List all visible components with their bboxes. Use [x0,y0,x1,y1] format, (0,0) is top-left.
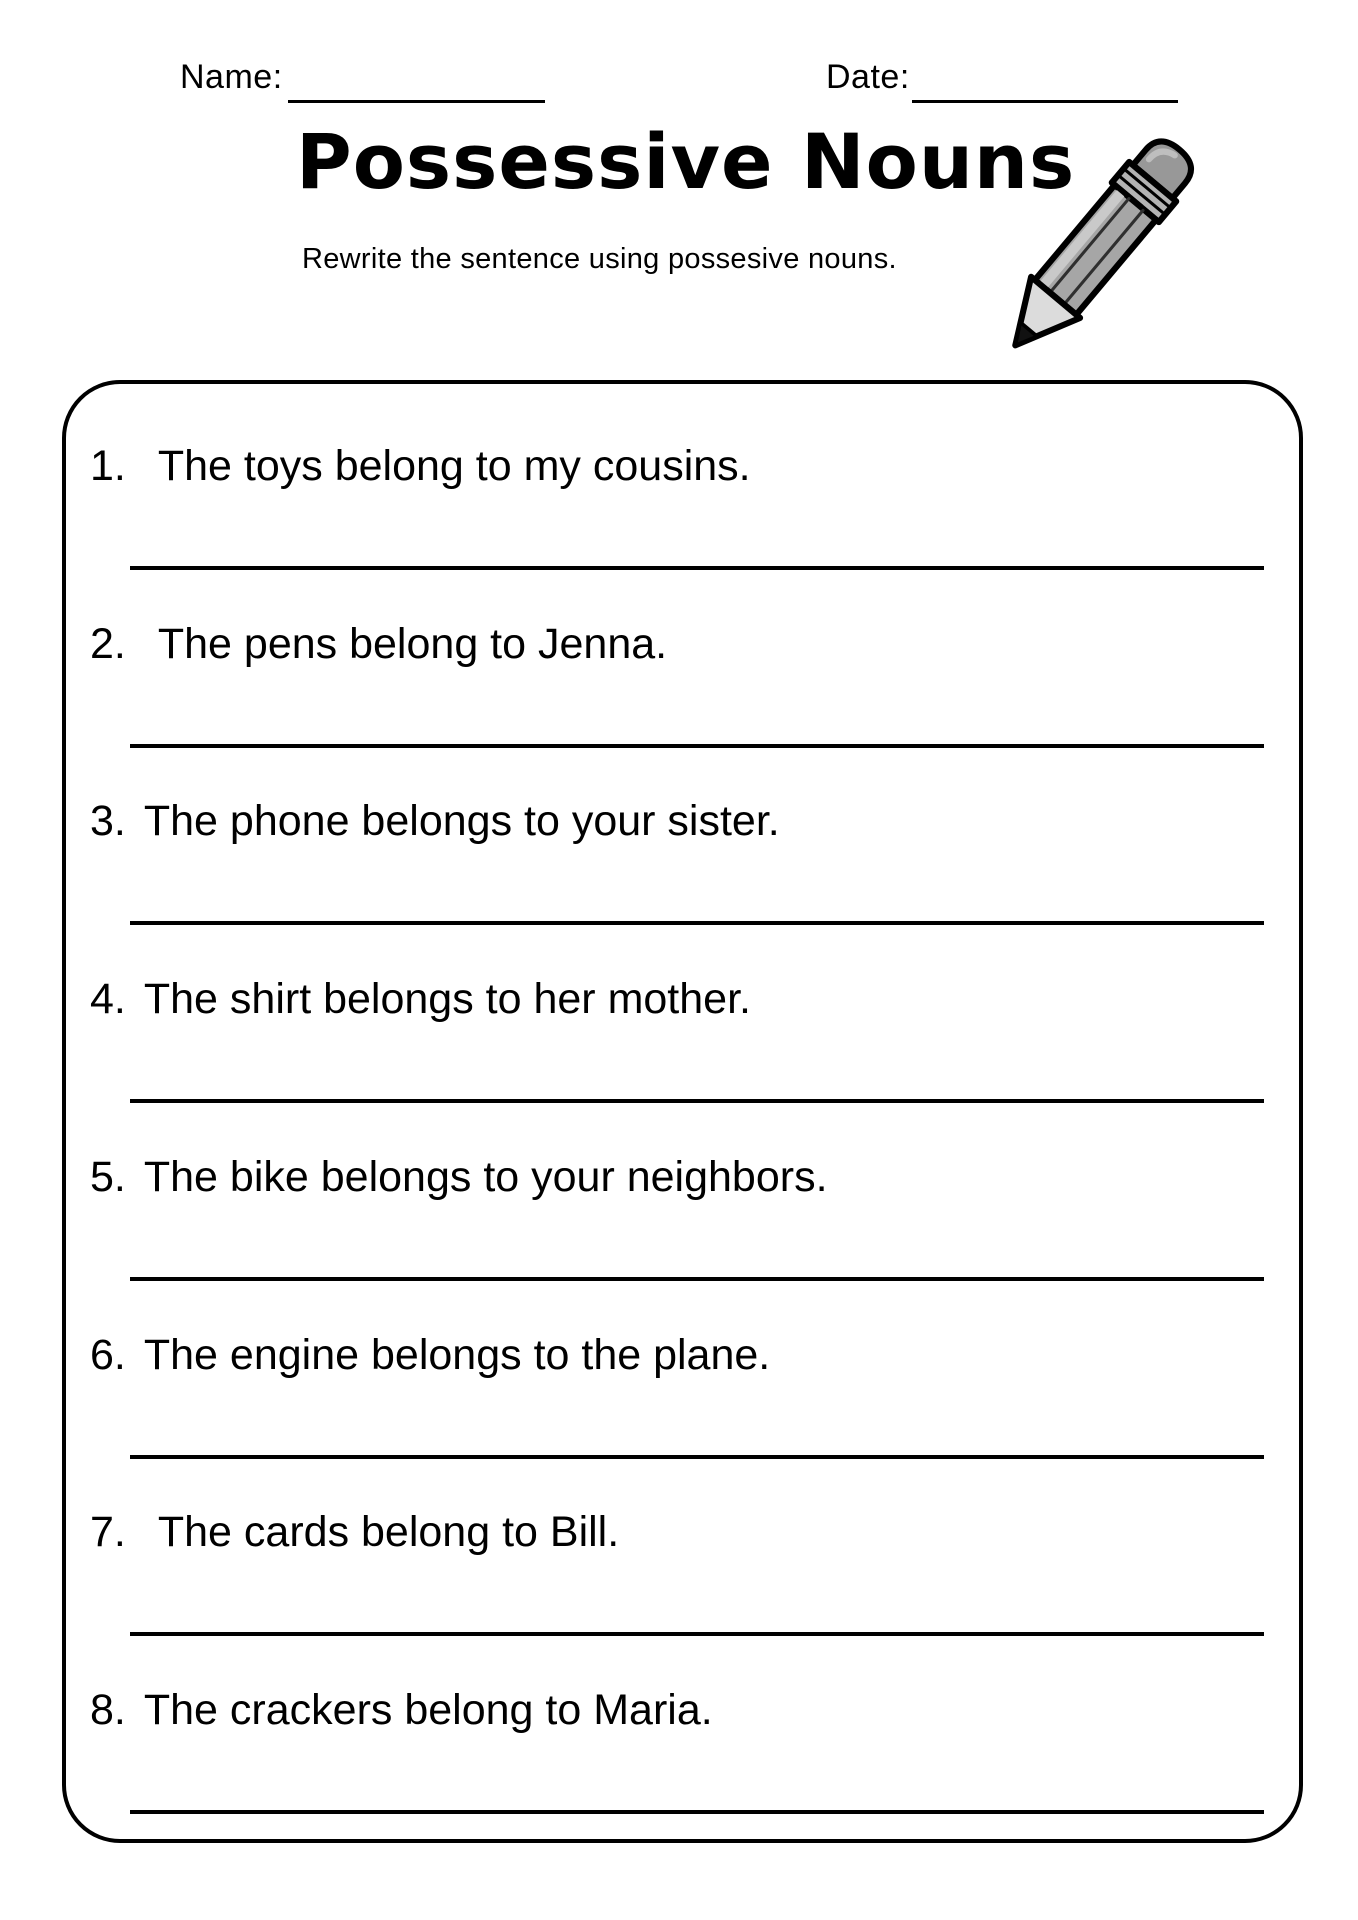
item-number: 1. [90,442,126,490]
item-text: The toys belong to my cousins. [157,442,751,490]
worksheet-box [62,380,1303,1843]
date-label: Date: [826,58,910,96]
answer-line [130,1099,1264,1103]
item-text: The engine belongs to the plane. [143,1330,771,1379]
item-text: The crackers belong to Maria. [143,1685,713,1734]
item-row [66,1508,619,1557]
answer-line [130,566,1264,570]
answer-line [130,1632,1264,1636]
item-number: 6. [90,1330,126,1379]
item-row [66,1331,770,1380]
item-text: The shirt belongs to her mother. [143,975,751,1024]
page-subtitle: Rewrite the sentence using possesive nouns. [302,243,897,275]
answer-line [130,921,1264,925]
item-row [66,1153,828,1202]
item-number: 5. [90,1152,126,1201]
answer-line [130,744,1264,748]
item-text: The cards belong to Bill. [157,1508,620,1557]
answer-line [130,1277,1264,1281]
item-number: 7. [90,1508,126,1557]
item-text: The pens belong to Jenna. [157,619,668,668]
item-number: 8. [90,1685,126,1734]
item-number: 4. [90,975,126,1024]
name-blank-line [288,100,545,103]
item-text: The phone belongs to your sister. [143,797,780,846]
answer-line [130,1455,1264,1459]
item-row [66,620,667,669]
item-number: 3. [90,797,126,846]
item-text: The bike belongs to your neighbors. [143,1152,828,1201]
item-row [66,975,751,1024]
item-row [66,1686,713,1735]
answer-line [130,1810,1264,1814]
pencil-icon [976,86,1222,393]
item-number: 2. [90,619,126,668]
page-title: Possessive Nouns [296,117,1076,206]
name-label: Name: [180,58,283,96]
item-row [66,797,780,846]
item-row [66,442,751,491]
